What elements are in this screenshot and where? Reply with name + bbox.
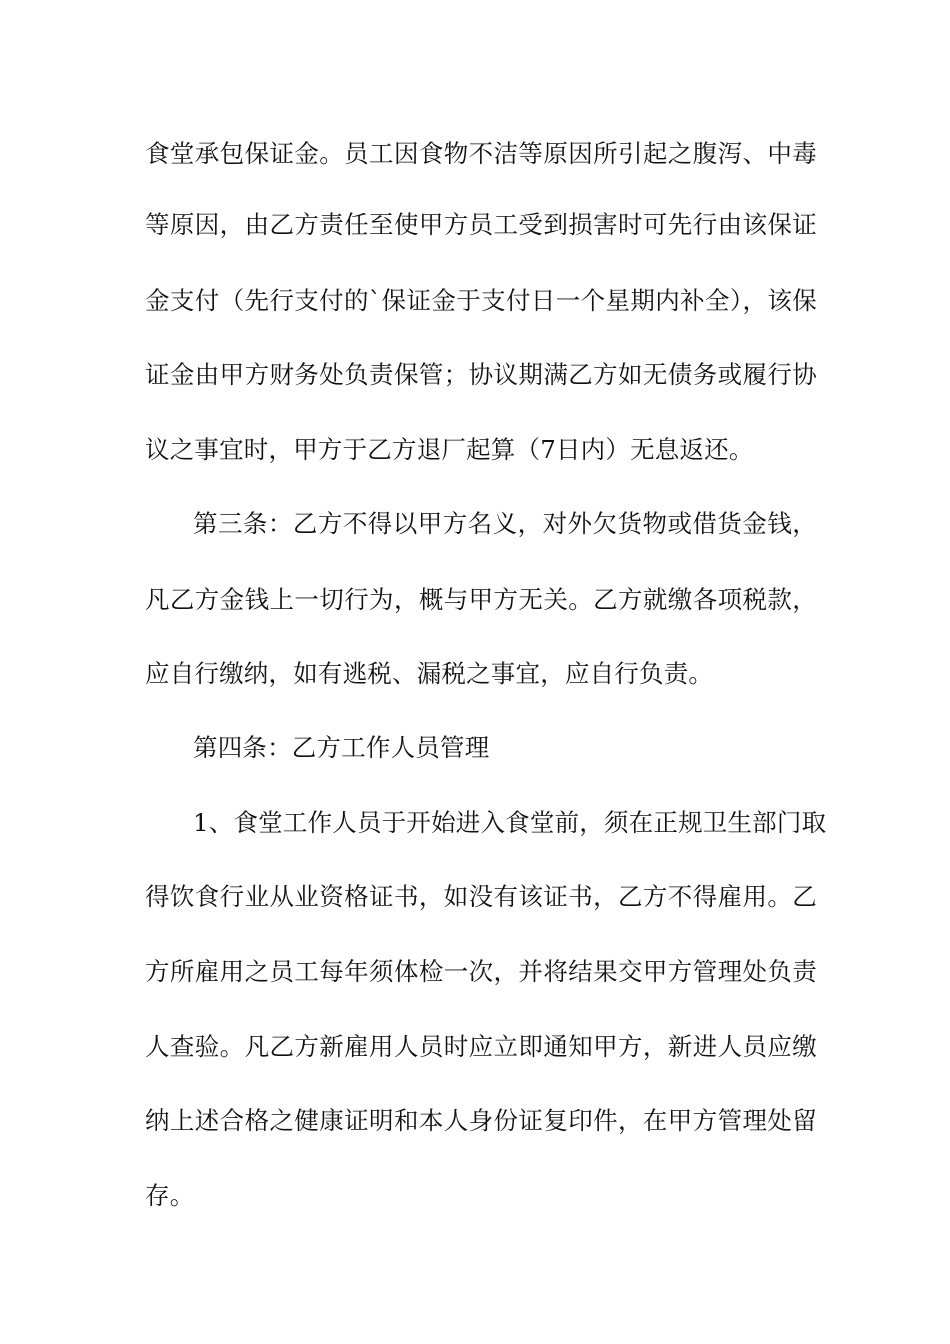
text-line: 议之事宜时，甲方于乙方退厂起算（7日内）无息返还。 [145,435,754,464]
text-line: 方所雇用之员工每年须体检一次，并将结果交甲方管理处负责 [145,957,817,986]
text-line: 得饮食行业从业资格证书，如没有该证书，乙方不得雇用。乙 [145,882,817,911]
paragraph-item-1-start: 1、食堂工作人员于开始进入食堂前，须在正规卫生部门取 [193,808,827,837]
text-line: 应自行缴纳，如有逃税、漏税之事宜，应自行负责。 [145,659,714,688]
text-line: 等原因，由乙方责任至使甲方员工受到损害时可先行由该保证 [145,210,817,239]
text-line: 凡乙方金钱上一切行为，概与甲方无关。乙方就缴各项税款， [145,585,817,614]
text-line: 证金由甲方财务处负责保管；协议期满乙方如无债务或履行协 [145,360,817,389]
article-4-heading: 第四条：乙方工作人员管理 [193,733,490,762]
text-line: 人查验。凡乙方新雇用人员时应立即通知甲方，新进人员应缴 [145,1032,817,1061]
text-line: 金支付（先行支付的`保证金于支付日一个星期内补全），该保 [145,286,817,315]
text-line: 纳上述合格之健康证明和本人身份证复印件，在甲方管理处留 [145,1106,817,1135]
text-line: 食堂承包保证金。员工因食物不洁等原因所引起之腹泻、中毒 [145,139,817,168]
text-line: 存。 [145,1181,195,1210]
paragraph-article-3-start: 第三条：乙方不得以甲方名义，对外欠货物或借货金钱， [193,509,817,538]
